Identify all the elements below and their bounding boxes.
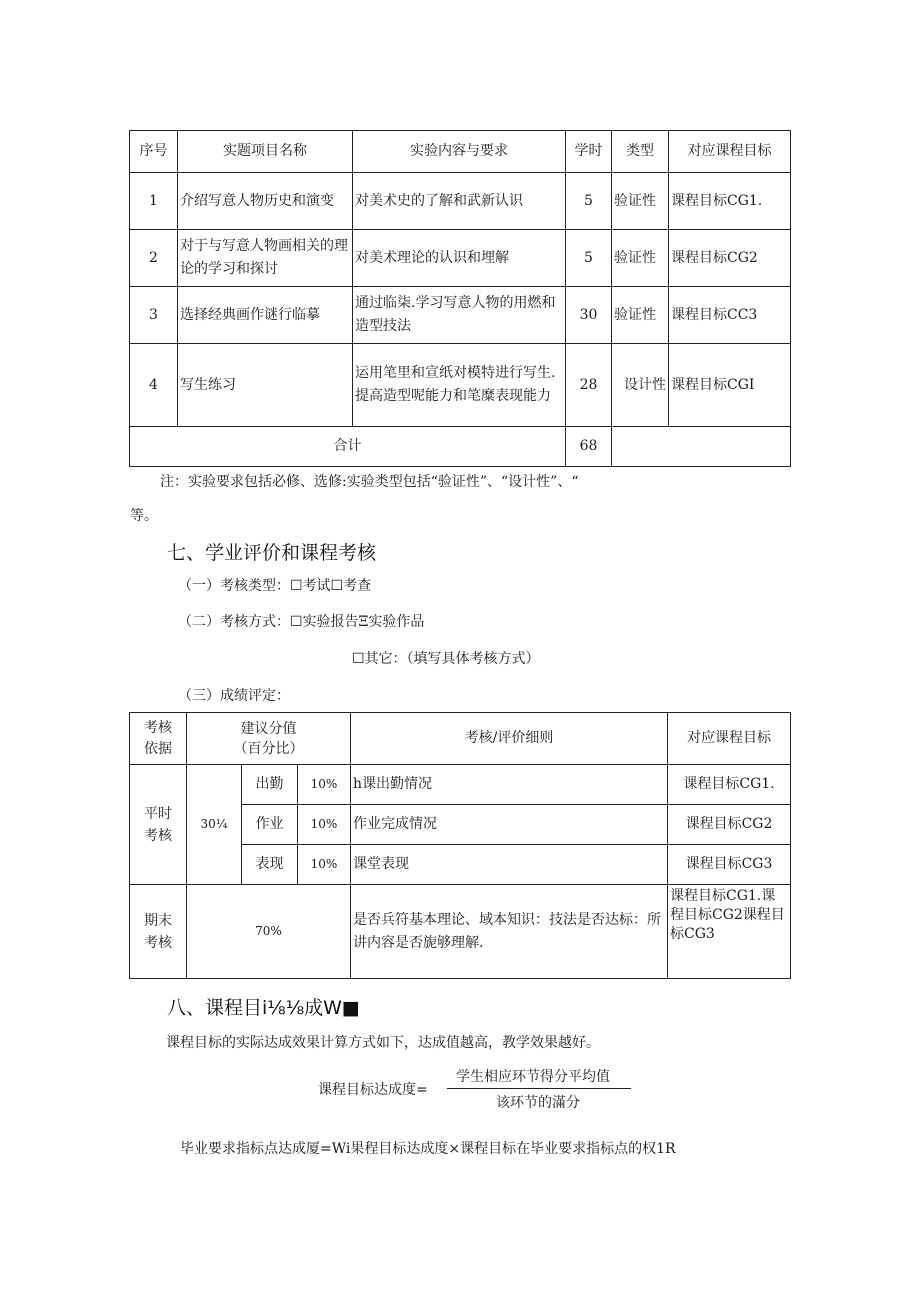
row-content: 通过临柒.学习写意人物的用燃和造型技法 xyxy=(353,287,566,344)
usual-label: 平时考核 xyxy=(130,765,187,885)
header-goal: 对应课程目标 xyxy=(668,713,791,765)
final-row xyxy=(130,885,791,979)
row-pct: 10% xyxy=(298,765,351,805)
row-goal: 课程目标CG2 xyxy=(668,805,791,845)
grading-label: （三）成绩评定： xyxy=(178,688,290,704)
row-hours: 30 xyxy=(566,287,612,344)
row-type: 验证性 xyxy=(612,287,669,344)
assess-type: （一）考核类型：☐考试☐考查 xyxy=(178,578,372,594)
final-pct: 70% xyxy=(187,885,351,979)
note-line-1: 注：实验要求包括必修、选修:实验类型包括“验证性”、“设计性”、“ xyxy=(160,474,579,490)
row-detail: h课出勤情况 xyxy=(351,765,668,805)
row-content: 对美术理论的认识和埋解 xyxy=(353,230,566,287)
row-goal: 课程目标CG2 xyxy=(669,230,791,287)
row-detail: 作业完成情况 xyxy=(351,805,668,845)
row-item: 表现 xyxy=(242,845,298,885)
header-no: 序号 xyxy=(130,131,178,173)
row-goal: 课程目标CC3 xyxy=(669,287,791,344)
row-name: 对于与写意人物画相关的理论的学习和探讨 xyxy=(178,230,353,287)
row-goal: 课程目标CG3 xyxy=(668,845,791,885)
row-content: 运用笔里和宣纸对模特进行写生.提高造型呢能力和笔糜表现能力 xyxy=(353,344,566,427)
header-content: 实验内容与要求 xyxy=(353,131,566,173)
assess-method: （二）考核方式：☐实验报告Ξ实验作品 xyxy=(178,614,425,630)
fraction-line xyxy=(447,1088,631,1089)
header-basis: 考核依据 xyxy=(130,713,187,765)
row-hours: 5 xyxy=(566,173,612,230)
note-line-2: 等。 xyxy=(130,508,158,524)
total-row xyxy=(130,427,791,467)
row-item: 出勤 xyxy=(242,765,298,805)
assessment-table xyxy=(129,712,791,979)
row-item: 作业 xyxy=(242,805,298,845)
usual-pct: 30¼ xyxy=(187,765,242,885)
row-pct: 10% xyxy=(298,845,351,885)
section-8-title: 八、课程目i⅛⅛成W■ xyxy=(167,997,360,1019)
formula-2: 毕业要求指标点达成厦=Wi果程目标达成度×课程目标在毕业要求指标点的权1R xyxy=(180,1141,676,1157)
row-name: 选择经典画作谜行临摹 xyxy=(178,287,353,344)
table-header-row xyxy=(130,131,791,173)
formula-numerator: 学生相应环节得分平均值 xyxy=(456,1069,610,1085)
row-no: 1 xyxy=(130,173,178,230)
row-detail: 课堂表现 xyxy=(351,845,668,885)
table-row xyxy=(130,287,791,344)
total-label: 合计 xyxy=(130,427,566,467)
assess-other: ☐其它：（填写具体考核方式） xyxy=(352,651,540,667)
row-type: 设计性 xyxy=(612,344,669,427)
header-type: 类型 xyxy=(612,131,669,173)
experiment-table xyxy=(129,130,791,467)
header-goal: 对应课程目标 xyxy=(669,131,791,173)
final-detail: 是否兵符基本理论、域本知识：技法是否达标：所讲内容是否旎够理解. xyxy=(351,885,668,979)
total-hours: 68 xyxy=(566,427,612,467)
row-name: 写生练习 xyxy=(178,344,353,427)
row-type: 验证性 xyxy=(612,173,669,230)
header-name: 实题项目名称 xyxy=(178,131,353,173)
header-detail: 考核/评价细则 xyxy=(351,713,668,765)
table-row xyxy=(130,173,791,230)
row-type: 验证性 xyxy=(612,230,669,287)
row-pct: 10% xyxy=(298,805,351,845)
section-7-title: 七、学业评价和课程考核 xyxy=(167,542,377,564)
table-row xyxy=(130,230,791,287)
total-empty xyxy=(612,427,791,467)
section-8-desc: 课程目标的实际达成效果计算方式如下，达成值越高，教学效果越好。 xyxy=(166,1035,600,1051)
formula-label: 课程目标达成度= xyxy=(318,1082,428,1098)
final-label: 期末考核 xyxy=(130,885,187,979)
table-header-row xyxy=(130,713,791,765)
row-no: 4 xyxy=(130,344,178,427)
formula-denominator: 该环节的滿分 xyxy=(496,1095,580,1111)
header-hours: 学时 xyxy=(566,131,612,173)
row-goal: 课程目标CGI xyxy=(669,344,791,427)
row-goal: 课程目标CG1. xyxy=(668,765,791,805)
row-no: 3 xyxy=(130,287,178,344)
header-score: 建议分值 （百分比） xyxy=(187,713,351,765)
row-hours: 28 xyxy=(566,344,612,427)
row-hours: 5 xyxy=(566,230,612,287)
table-row xyxy=(130,765,791,805)
row-content: 对美术史的了解和武新认识 xyxy=(353,173,566,230)
row-no: 2 xyxy=(130,230,178,287)
final-goal: 课程目标CG1.课程目标CG2课程目标CG3 xyxy=(668,885,791,979)
table-row xyxy=(130,344,791,427)
row-goal: 课程目标CG1. xyxy=(669,173,791,230)
row-name: 介绍写意人物历史和演变 xyxy=(178,173,353,230)
